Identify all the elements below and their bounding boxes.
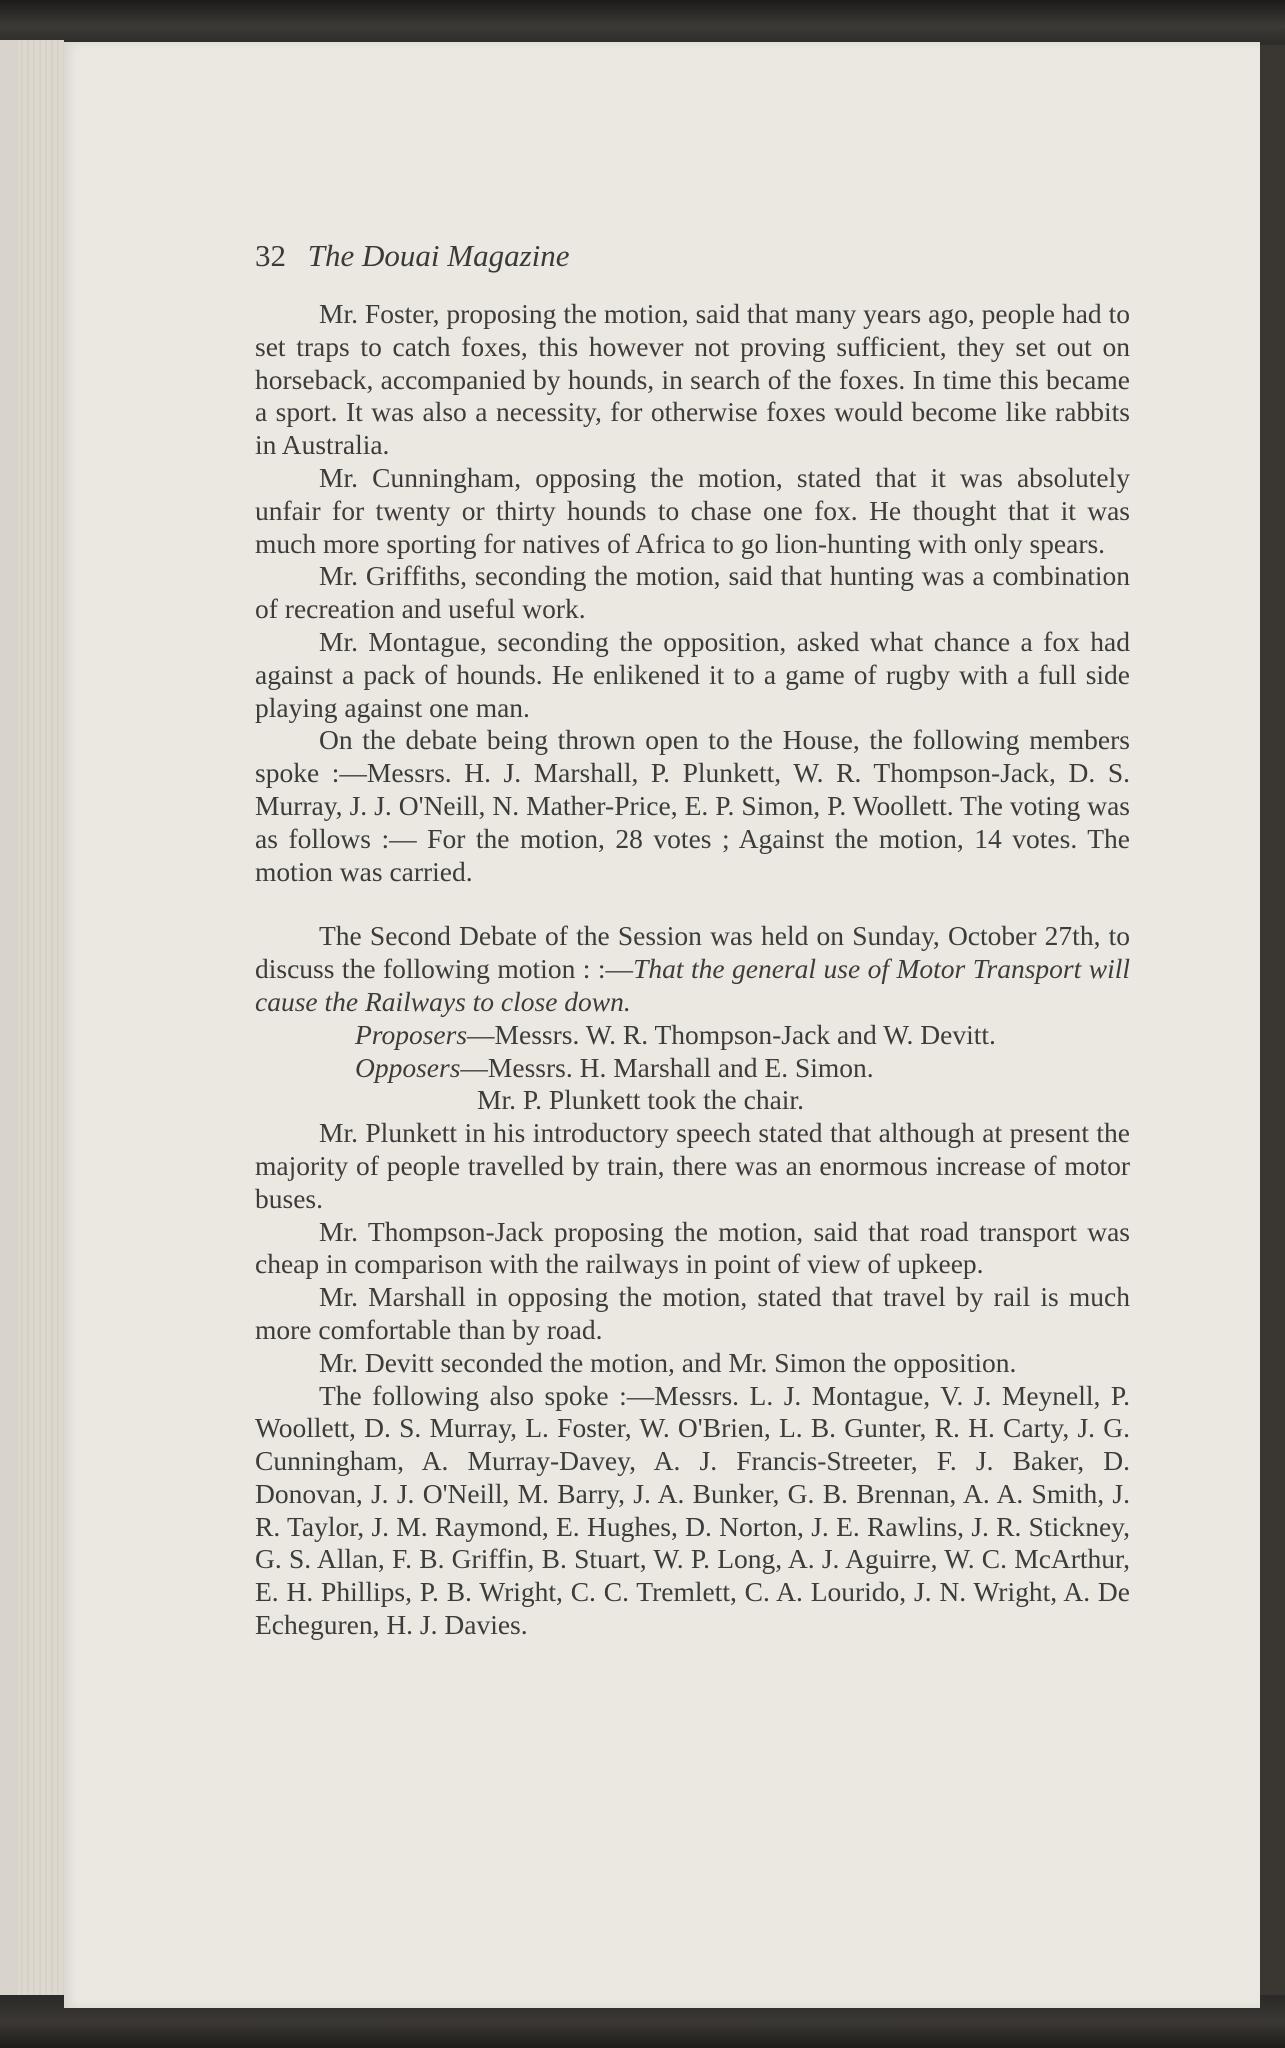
- chair-line: Mr. P. Plunkett took the chair.: [477, 1084, 804, 1116]
- paragraph-foster: Mr. Foster, proposing the motion, said that many years ago, people had to set traps to catch foxes, this however not proving sufficient, they set out on horseback, accompanied by hounds, in search of the foxes. In time this became a sport. It was also a necessity, for otherwise foxes would become like rabbits in Australia.: [255, 298, 1130, 461]
- page-edges-left: [18, 40, 64, 2010]
- opposers-line: [255, 1052, 1130, 1085]
- proposers-line: [255, 1019, 1130, 1052]
- opposers-label: Opposers: [355, 1051, 461, 1083]
- paragraph-thompson-jack: Mr. Thompson-Jack proposing the motion, said that road transport was cheap in comparison with the railways in point of view of upkeep.: [255, 1215, 1130, 1280]
- paragraph-devitt: Mr. Devitt seconded the motion, and Mr. Simon the opposition.: [319, 1346, 1017, 1378]
- magazine-title: The Douai Magazine: [307, 238, 570, 273]
- article-body: [255, 298, 1130, 1642]
- motion-text: That the general use of Motor Transport will cause the Railways to close down.: [255, 953, 1130, 1017]
- page-number: 32: [255, 238, 286, 273]
- running-header: [255, 238, 955, 278]
- paragraph-marshall: Mr. Marshall in opposing the motion, stated that travel by rail is much more comfortable than by road.: [255, 1281, 1130, 1345]
- page-stack-left: [0, 40, 18, 2010]
- paragraph-also-spoke: The following also spoke :—Messrs. L. J. Montague, V. J. Meynell, P. Woollett, D. S. Murray, L. Foster, W. O'Brien, L. B. Gunter, R. H. Carty, J. G. Cunningham, A. Murray-Davey, A. J. Francis-Streeter, F. J. Baker, D. Donovan, J. J. O'Neill, M. Barry, J. A. Bunker, G. B. Brennan, A. A. Smith, J. R. Taylor, J. M. Raymond, E. Hughes, D. Norton, J. E. Rawlins, J. R. Stickney, G. S. Allan, F. B. Griffin, B. Stuart, W. P. Long, A. J. Aguirre, W. C. McArthur, E. H. Phillips, P. B. Wright, C. C. Tremlett, C. A. Lourido, J. N. Wright, A. De Echeguren, H. J. Davies.: [255, 1379, 1130, 1641]
- paragraph-plunkett: Mr. Plunkett in his introductory speech stated that although at present the majority of people travelled by train, there was an enormous increase of motor buses.: [255, 1117, 1130, 1214]
- paragraph-cunningham: Mr. Cunningham, opposing the motion, stated that it was absolutely unfair for twenty or thirty hounds to chase one fox. He thought that it was much more sporting for natives of Africa to go lion-hunting with only spears.: [255, 461, 1130, 559]
- paragraph-montague: Mr. Montague, seconding the opposition, asked what chance a fox had against a pack of hounds. He enlikened it to a game of rugby with a full side playing against one man.: [255, 625, 1130, 723]
- proposers-label: Proposers: [355, 1018, 468, 1050]
- proposers-names: —Messrs. W. R. Thompson-Jack and W. Devitt.: [467, 1018, 996, 1050]
- opposers-names: —Messrs. H. Marshall and E. Simon.: [460, 1051, 874, 1083]
- paragraph-house-debate: On the debate being thrown open to the House, the following members spoke :—Messrs. H. J. Marshall, P. Plunkett, W. R. Thompson-Jack, D. S. Murray, J. J. O'Neill, N. Mather-Price, E. P. Simon, P. Woollett. The voting was as follows :— For the motion, 28 votes ; Against the motion, 14 votes. The motion was carried.: [255, 724, 1130, 887]
- second-debate-intro: The Second Debate of the Session was held on Sunday, October 27th, to discuss the following motion : :—: [255, 920, 1130, 985]
- paragraph-griffiths: Mr. Griffiths, seconding the motion, said that hunting was a combination of recreation and useful work.: [255, 560, 1130, 625]
- paragraph-second-debate: [255, 920, 1130, 1018]
- book-cover-right: [1260, 45, 1285, 2010]
